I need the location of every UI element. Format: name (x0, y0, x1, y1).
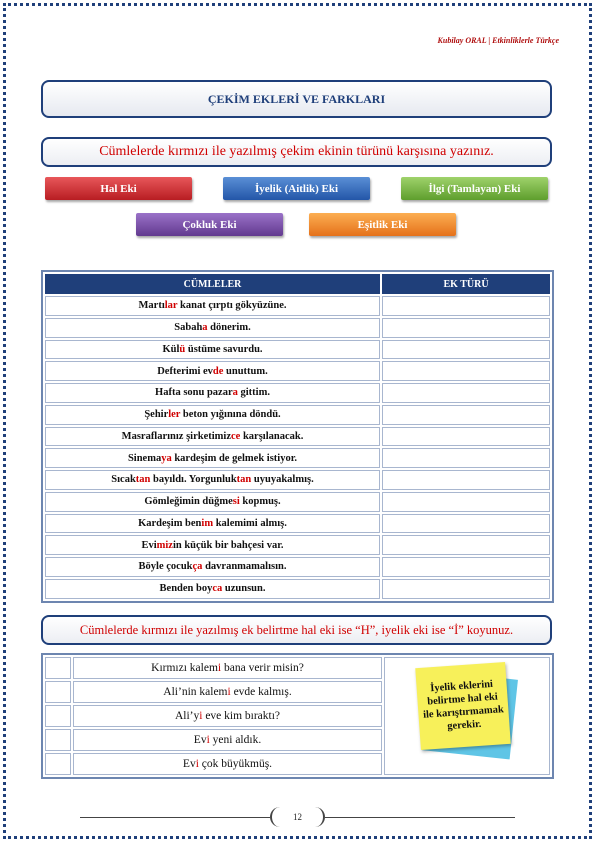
sentence-text: kopmuş. (239, 496, 281, 508)
suffix-highlight: ça (192, 561, 203, 573)
iyelik-eki-label: İyelik (Aitlik) Eki (223, 177, 370, 200)
table-row (45, 296, 550, 316)
table-row (45, 318, 550, 338)
sentence-text: Masraflarınız şirketimiz (121, 430, 231, 442)
sentence-cell (45, 448, 380, 468)
sentence-cell (45, 340, 380, 360)
table-row (45, 448, 550, 468)
sentences-table (41, 270, 554, 603)
ek-turu-answer-cell[interactable] (382, 318, 550, 338)
sentence-text: evde kalmış. (230, 686, 292, 698)
ek-turu-answer-cell[interactable] (382, 361, 550, 381)
cokluk-eki-label: Çokluk Eki (136, 213, 283, 236)
suffix-highlight: ce (231, 430, 241, 442)
sentence-text: karşılanacak. (240, 430, 304, 442)
h-i-answer-cell[interactable] (45, 705, 71, 727)
suffix-highlight: i (199, 710, 203, 722)
ek-turu-answer-cell[interactable] (382, 470, 550, 490)
ek-turu-answer-cell[interactable] (382, 383, 550, 403)
ek-turu-answer-cell[interactable] (382, 557, 550, 577)
sentence-text: Sıcak (111, 474, 136, 486)
table-row (45, 427, 550, 447)
sentence-text: Kardeşim ben (138, 517, 202, 529)
sentence-text: Böyle çocuk (138, 561, 193, 573)
sentence-cell (73, 705, 382, 727)
page-title: ÇEKİM EKLERİ VE FARKLARI (41, 80, 552, 118)
sentence-text: Gömleğimin düğme (144, 496, 233, 508)
table-row (45, 492, 550, 512)
suffix-highlight: ler (168, 409, 181, 421)
sentence-text: kalemimi almış. (213, 517, 287, 529)
ek-turu-answer-cell[interactable] (382, 296, 550, 316)
table-row (45, 383, 550, 403)
ek-turu-answer-cell[interactable] (382, 340, 550, 360)
sentence-text: Kırmızı kalem (151, 662, 218, 674)
suffix-highlight: lar (164, 300, 178, 312)
sentence-text: unuttum. (223, 365, 268, 377)
instruction-1: Cümlelerde kırmızı ile yazılmış çekim ekinin türünü karşısına yazınız. (41, 137, 552, 167)
suffix-highlight: a (232, 387, 238, 399)
ek-turu-answer-cell[interactable] (382, 535, 550, 555)
ek-turu-answer-cell[interactable] (382, 514, 550, 534)
sentence-cell (73, 753, 382, 775)
sentence-text: Sabah (174, 322, 203, 334)
table-row (45, 514, 550, 534)
sentence-cell (45, 361, 380, 381)
suffix-highlight: de (212, 365, 224, 377)
sentence-text: uyuyakalmış. (251, 474, 314, 486)
suffix-highlight: miz (156, 539, 173, 551)
sentence-text: Şehir (144, 409, 169, 421)
sentence-text: çok büyükmüş. (198, 758, 273, 770)
sentence-text: bayıldı. Yorgunluk (150, 474, 237, 486)
sentence-cell (45, 514, 380, 534)
suffix-highlight: si (232, 496, 240, 508)
sentence-cell (45, 318, 380, 338)
sticky-note-text: İyelik eklerini belirtme hal eki ile karıştırmamak gerekir. (415, 662, 511, 750)
sentence-text: üstüme savurdu. (185, 343, 263, 355)
instruction-2: Cümlelerde kırmızı ile yazılmış ek belirtme hal eki ise “H”, iyelik eki ise “İ” koyunuz. (41, 615, 552, 645)
ek-turu-answer-cell[interactable] (382, 427, 550, 447)
ilgi-eki-label: İlgi (Tamlayan) Eki (401, 177, 548, 200)
sentence-text: eve kim bıraktı? (202, 710, 281, 722)
header-cumleler: CÜMLELER (45, 274, 380, 294)
sentence-cell (45, 579, 380, 599)
suffix-highlight: ya (161, 452, 172, 464)
sentence-text: Kül (162, 343, 180, 355)
sentence-cell (45, 383, 380, 403)
sentence-text: bana verir misin? (221, 662, 304, 674)
suffix-highlight: ca (212, 583, 223, 595)
sentence-cell (45, 535, 380, 555)
suffix-highlight: i (217, 662, 222, 674)
sentence-text: Defterimi ev (157, 365, 213, 377)
table-row (45, 557, 550, 577)
sentence-text: Benden boy (159, 583, 213, 595)
sentences-table-body (45, 296, 550, 599)
footer-line-left (80, 817, 270, 818)
sentence-cell (45, 470, 380, 490)
ek-turu-answer-cell[interactable] (382, 579, 550, 599)
header-credit: Kubilay ORAL | Etkinliklerle Türkçe (437, 36, 559, 45)
sentence-cell (45, 296, 380, 316)
h-i-answer-cell[interactable] (45, 681, 71, 703)
esitlik-eki-label: Eşitlik Eki (309, 213, 456, 236)
table-row (45, 470, 550, 490)
table-row (45, 535, 550, 555)
suffix-highlight: ü (179, 343, 186, 355)
sentence-text: uzunsun. (222, 583, 266, 595)
sentence-cell (45, 492, 380, 512)
sentence-text: in küçük bir bahçesi var. (172, 539, 284, 551)
sentence-cell (45, 427, 380, 447)
sentence-text: Ali’nin kalem (163, 686, 228, 698)
ek-turu-answer-cell[interactable] (382, 405, 550, 425)
sentence-text: kanat çırptı gökyüzüne. (177, 300, 287, 312)
suffix-highlight: i (227, 686, 231, 698)
header-ek-turu: EK TÜRÜ (382, 274, 550, 294)
table-row (45, 405, 550, 425)
sentence-text: Hafta sonu pazar (155, 387, 233, 399)
sentence-cell (45, 557, 380, 577)
sentence-cell (73, 657, 382, 679)
sentence-text: davranmamalısın. (202, 561, 287, 573)
table-row (45, 579, 550, 599)
suffix-highlight: i (195, 758, 199, 770)
sentence-text: Sinema (127, 452, 162, 464)
sentence-text: Evi (141, 539, 157, 551)
table-row (45, 361, 550, 381)
sentence-text: yeni aldık. (209, 734, 262, 746)
sentence-text: Ali’y (174, 710, 200, 722)
suffix-highlight: im (201, 517, 214, 529)
sentence-text: beton yığınına döndü. (180, 409, 281, 421)
suffix-highlight: a (202, 322, 208, 334)
hal-eki-label: Hal Eki (45, 177, 192, 200)
ek-turu-answer-cell[interactable] (382, 492, 550, 512)
footer-line-right (325, 817, 515, 818)
ek-turu-answer-cell[interactable] (382, 448, 550, 468)
sentence-cell (45, 405, 380, 425)
sentence-text: Ev (193, 734, 207, 746)
h-i-answer-cell[interactable] (45, 753, 71, 775)
h-i-answer-cell[interactable] (45, 729, 71, 751)
sentence-text: Martı (138, 300, 165, 312)
suffix-highlight: tan (135, 474, 151, 486)
sentence-text: Ev (182, 758, 196, 770)
h-i-answer-cell[interactable] (45, 657, 71, 679)
suffix-highlight: tan (236, 474, 252, 486)
sentence-cell (73, 729, 382, 751)
sentence-text: gittim. (237, 387, 270, 399)
sticky-note (418, 665, 514, 755)
sentence-cell (73, 681, 382, 703)
table-row (45, 340, 550, 360)
page-number: 12 (270, 807, 325, 827)
suffix-highlight: i (206, 734, 210, 746)
sentence-text: kardeşim de gelmek istiyor. (171, 452, 298, 464)
sentence-text: dönerim. (207, 322, 251, 334)
